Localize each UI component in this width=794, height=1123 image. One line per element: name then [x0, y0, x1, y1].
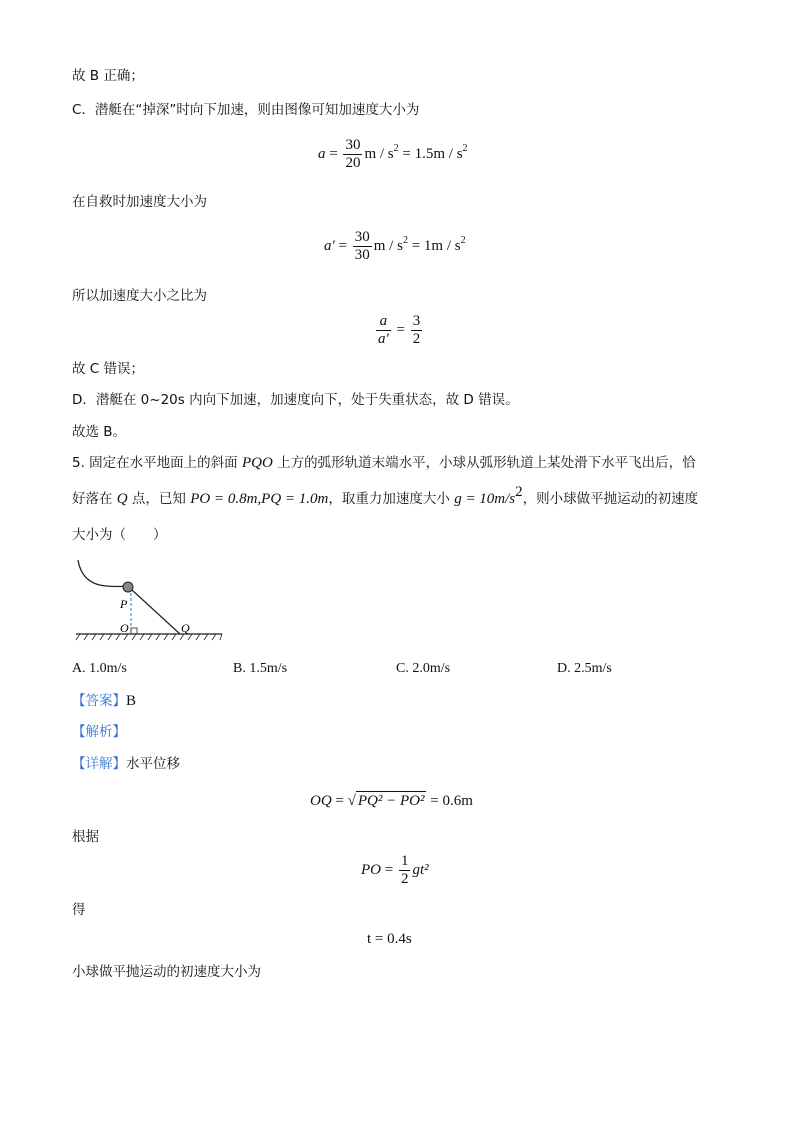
- label-o: O: [120, 621, 129, 635]
- eq-symbol: a: [318, 145, 326, 162]
- text-line: 根据: [72, 829, 99, 845]
- eq-result: = 1m / s: [411, 237, 461, 254]
- equation-1: a = $\frac{30}{20}$ $m / s^2 = 1.5m / s^2$: [318, 137, 468, 171]
- numerator: 1: [400, 853, 409, 869]
- text: ，取重力加速度大小: [328, 491, 455, 507]
- answer-tag: 【答案】: [72, 693, 126, 709]
- text: 上方的弧形轨道末端水平，小球从弧形轨道上某处滑下水平飞出后，恰: [272, 455, 696, 471]
- incline-figure: [72, 556, 227, 646]
- text-line: 得: [72, 902, 86, 918]
- math-symbol: PQO: [241, 455, 273, 471]
- eq-result: = 0.6m: [430, 793, 473, 809]
- gravity-value: g = 10m/s: [454, 491, 516, 507]
- eq-symbol: PO: [361, 861, 381, 878]
- denominator: 30: [354, 247, 370, 263]
- right-angle-mark: [131, 628, 137, 634]
- numerator: 30: [354, 229, 370, 245]
- answer-value: B: [126, 693, 137, 709]
- detail-line: [72, 755, 180, 773]
- numerator: 30: [345, 137, 361, 153]
- given-values: PO = 0.8m,PQ = 1.0m: [190, 491, 329, 507]
- text: ，则小球做平抛运动的初速度: [522, 491, 699, 507]
- question-line-1: [72, 454, 696, 472]
- equation-5: PO = $\frac{1}{2}$ gt²: [361, 853, 429, 887]
- denominator: 20: [345, 155, 361, 171]
- equation-4: OQ = √ PQ² − PO² = 0.6m: [310, 793, 473, 809]
- option-b[interactable]: B. 1.5m/s: [233, 661, 288, 676]
- eq-term: gt²: [412, 861, 429, 878]
- denominator: 2: [400, 871, 409, 887]
- equation-6: t = 0.4s: [367, 931, 412, 947]
- equation-3: $\frac{a}{a'}$ = $\frac{3}{2}$: [378, 313, 421, 347]
- fraction: [343, 137, 362, 172]
- text-line: D．潜艇在 0~20s 内向下加速，加速度向下，处于失重状态，故 D 错误。: [72, 392, 519, 408]
- label-p: P: [120, 597, 128, 611]
- text-line: 所以加速度大小之比为: [72, 288, 207, 304]
- denominator: a′: [378, 331, 389, 347]
- analysis-tag: 【解析】: [72, 724, 126, 740]
- fraction: [376, 313, 391, 348]
- question-line-3: 大小为（ ）: [72, 527, 167, 543]
- curved-track: [78, 560, 128, 587]
- ground-hatching: [76, 634, 222, 640]
- option-c[interactable]: C. 2.0m/s: [396, 661, 451, 676]
- ball: [123, 582, 133, 592]
- text-line: 故 C 错误；: [72, 361, 145, 377]
- text-line: 故 B 正确；: [72, 68, 144, 84]
- text-line: C．潜艇在“掉深”时向下加速，则由图像可知加速度大小为: [72, 102, 420, 118]
- answer-line: [72, 692, 136, 710]
- option-a[interactable]: A. 1.0m/s: [72, 661, 127, 676]
- text: 好落在: [72, 491, 117, 507]
- text-line: 故选 B。: [72, 424, 127, 440]
- detail-text: 水平位移: [126, 756, 180, 772]
- eq-result: = 1.5m / s: [402, 145, 463, 162]
- eq-symbol: a′: [324, 237, 335, 254]
- math-symbol: Q: [116, 491, 128, 507]
- numerator: a: [376, 313, 391, 331]
- fraction: [399, 853, 411, 888]
- text-line: 小球做平抛运动的初速度大小为: [72, 964, 261, 980]
- text-line: 在自救时加速度大小为: [72, 194, 207, 210]
- unit: m / s: [364, 145, 394, 162]
- option-d[interactable]: D. 2.5m/s: [557, 661, 612, 676]
- fraction: [411, 313, 423, 348]
- text: 5. 固定在水平地面上的斜面: [72, 455, 242, 471]
- numerator: 3: [412, 313, 421, 329]
- label-q: Q: [181, 621, 190, 635]
- detail-tag: 【详解】: [72, 756, 126, 772]
- equation-2: a′ = $\frac{30}{30}$ $m / s^2 = 1m / s^2$: [324, 229, 466, 263]
- eq-symbol: OQ: [310, 793, 332, 809]
- fraction: [353, 229, 372, 264]
- incline-pq: [132, 590, 180, 634]
- denominator: 2: [412, 331, 421, 347]
- analysis-line: [72, 723, 126, 741]
- question-line-2: 好落在 Q 点，已知 PO = 0.8m,PQ = 1.0m，取重力加速度大小 $g = 10m/s^2$，则小球做平抛运动的初速度: [72, 484, 699, 507]
- unit: m / s: [373, 237, 403, 254]
- radicand: PQ² − PO²: [357, 793, 425, 809]
- text: 点，已知: [127, 491, 191, 507]
